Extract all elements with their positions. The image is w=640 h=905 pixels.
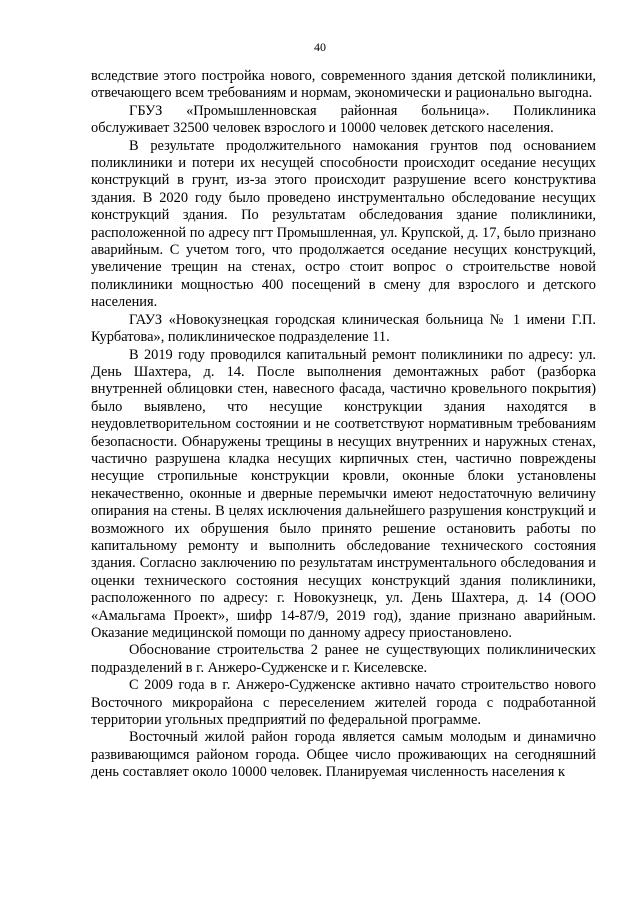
paragraph-capital-repair-2019: В 2019 году проводился капитальный ремонт поликлиники по адресу: ул. День Шахтера, д. 14. После выполнения демонтажных работ (разборка внутренней облицовки стен, навесного фасада, частично кровельного покрытия) было выявлено, что несущие конструкции здания находятся в неудовлетворительном состоянии и не соответствуют нормативным требованиям безопасности. Обнаружены трещины в несущих внутренних и наружных стенах, частично разрушена кладка несущих кирпичных стен, частично повреждены несущие стропильные конструкции кровли, оконные блоки установлены некачественно, оконные и дверные перемычки имеют недостаточную величину опирания на стены. В целях исключения дальнейшего разрушения конструкций и возможного их обрушения было принято решение остановить работы по капитальному ремонту и выполнить обследование технического состояния здания. Согласно заключению по результатам инструментального обследования и оценки технического состояния несущих конструкций здания поликлиники, расположенного по адресу: г. Новокузнецк, ул. День Шахтера, д. 14 (ООО «Амальгама Проект», шифр 14-87/9, 2019 год), здание признано аварийным. Оказание медицинской помощи по данному адресу приостановлено. <box>91 346 596 641</box>
paragraph-novokuznetsk-hospital: ГАУЗ «Новокузнецкая городская клиническая больница № 1 имени Г.П. Курбатова», поликлиническое подразделение 11. <box>91 311 596 346</box>
page-number: 40 <box>314 40 326 54</box>
paragraph-eastern-district: Восточный жилой район города является самым молодым и динамично развивающимся районом города. Общее число проживающих на сегодняшний день составляет около 10000 человек. Планируемая численность населения к <box>91 729 596 781</box>
paragraph-construction-justification: Обоснование строительства 2 ранее не существующих поликлинических подразделений в г. Анжеро-Судженске и г. Киселевске. <box>91 642 596 676</box>
paragraph-promyshlennovskaya-hospital: ГБУЗ «Промышленновская районная больница». Поликлиника обслуживает 32500 человек взрослого и 10000 человек детского населения. <box>91 102 596 137</box>
paragraph-soil-subsidence: В результате продолжительного намокания грунтов под основанием поликлиники и потери их несущей способности происходит оседание несущих конструкций в грунт, из-за этого происходит разрушение всего конструктива здания. В 2020 году было проведено инструментально обследование несущих конструкций здания. По результатам обследования здание поликлиники, расположенной по адресу пгт Промышленная, ул. Крупской, д. 17, было признано аварийным. С учетом того, что продолжается оседание несущих конструкций, увеличение трещин на стенах, остро стоит вопрос о строительстве новой поликлиники мощностью 400 посещений в смену для взрослого и детского населения. <box>91 137 596 311</box>
document-body <box>91 68 596 782</box>
paragraph-continuation: вследствие этого постройка нового, современного здания детской поликлиники, отвечающего всем требованиям и нормам, экономически и рационально выгодна. <box>91 68 596 102</box>
paragraph-anzhero-sudzhensk-2009: С 2009 года в г. Анжеро-Судженске активно начато строительство нового Восточного микрорайона с переселением жителей города с подработанной территории угольных предприятий по федеральной программе. <box>91 677 596 729</box>
